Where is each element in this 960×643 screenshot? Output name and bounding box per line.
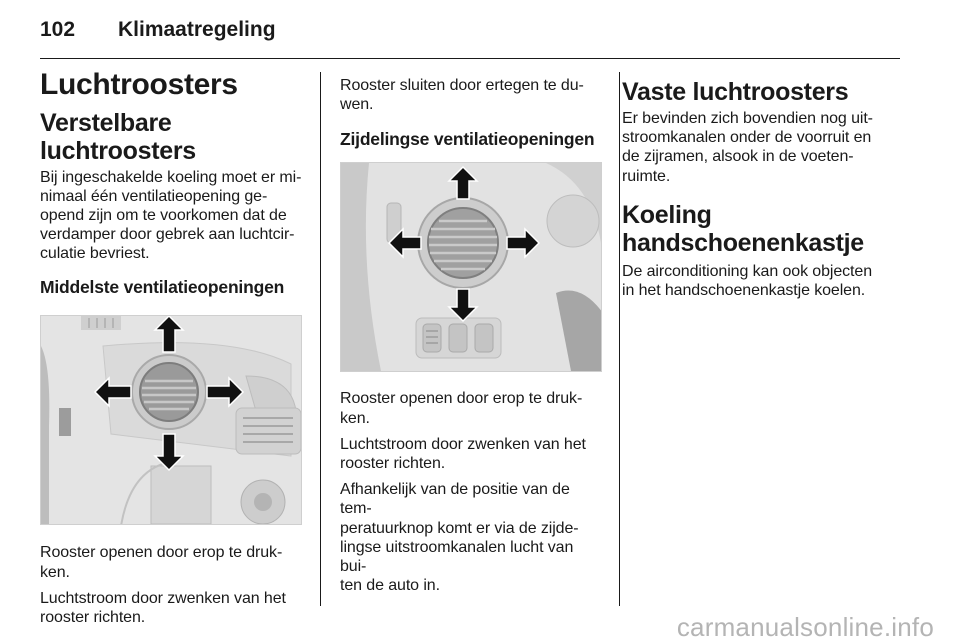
side-vent-illustration bbox=[341, 163, 601, 371]
paragraph-open-center: Rooster openen door erop te druk- ken. bbox=[40, 544, 283, 581]
subtitle-verstelbare: Verstelbare luchtroosters bbox=[40, 108, 196, 165]
heading-middelste: Middelste ventilatieopeningen bbox=[40, 277, 285, 298]
figure-center-vents bbox=[40, 315, 302, 525]
header-rule bbox=[40, 58, 900, 59]
page-number: 102 bbox=[40, 18, 76, 41]
paragraph-open-side: Rooster openen door erop te druk- ken. bbox=[340, 390, 583, 427]
paragraph-fixed-vents: Er bevinden zich bovendien nog uit- stroomkanalen onder de voorruit en de zijramen, alsook in de voeten- ruimte. bbox=[622, 110, 873, 185]
paragraph-glovebox-cooling: De airconditioning kan ook objecten in het handschoenenkastje koelen. bbox=[622, 262, 873, 299]
column-1 bbox=[40, 68, 302, 627]
section-title-luchtroosters: Luchtroosters bbox=[40, 68, 238, 101]
column-3 bbox=[622, 68, 902, 300]
figure-side-vents bbox=[340, 162, 602, 372]
column-divider-1 bbox=[320, 72, 321, 606]
intro-paragraph: Bij ingeschakelde koeling moet er mi- nimaal één ventilatieopening ge- opend zijn om te voorkomen dat de verdamper door gebrek aan luchtcir- culatie bevriest. bbox=[40, 168, 302, 263]
paragraph-direct-side: Luchtstroom door zwenken van het rooster richten. bbox=[340, 435, 586, 472]
watermark: carmanualsonline.info bbox=[676, 612, 934, 642]
paragraph-close-vent: Rooster sluiten door ertegen te du- wen. bbox=[340, 77, 584, 114]
center-vent-illustration bbox=[41, 316, 301, 524]
paragraph-outside-air: Afhankelijk van de positie van de tem- peratuurknop komt er via de zijde- lingse uitstroomkanalen lucht van bui- ten de auto in. bbox=[340, 481, 579, 595]
column-2 bbox=[340, 68, 602, 595]
heading-koeling-handschoenenkastje: Koeling handschoenenkastje bbox=[622, 200, 864, 257]
heading-zijdelingse: Zijdelingse ventilatieopeningen bbox=[340, 129, 595, 150]
paragraph-direct-center: Luchtstroom door zwenken van het rooster richten. bbox=[40, 589, 286, 626]
heading-vaste-luchtroosters: Vaste luchtroosters bbox=[622, 78, 849, 106]
column-divider-2 bbox=[619, 72, 620, 606]
chapter-title: Klimaatregeling bbox=[118, 18, 276, 41]
